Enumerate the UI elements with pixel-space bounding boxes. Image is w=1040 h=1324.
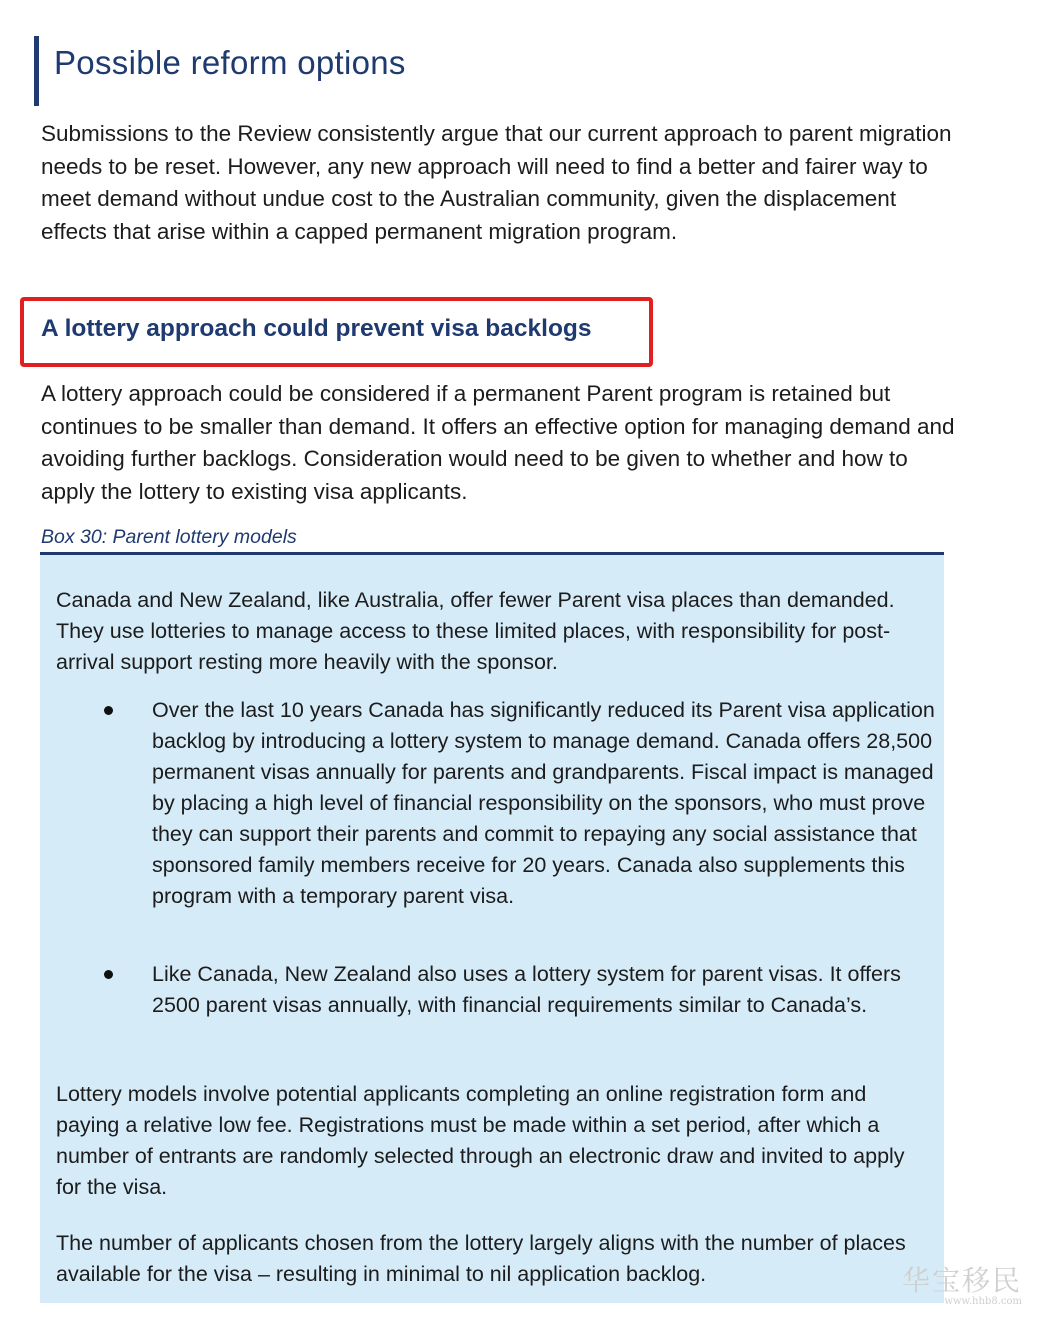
lottery-paragraph: A lottery approach could be considered if a permanent Parent program is retained but continues to be smaller than demand. It offers an effective option for managing demand and avoiding further backlogs. Consideration would need to be given to whether and how to apply the lottery to existing visa applicants. xyxy=(41,381,955,504)
box-caption: Box 30: Parent lottery models xyxy=(41,526,297,548)
intro-paragraph: Submissions to the Review consistently argue that our current approach to parent migration needs to be reset. However, any new approach will need to find a better and fairer way to meet demand without undue cost to the Australian community, given the displacement effects that arise within a capped permanent migration program. xyxy=(41,121,952,244)
box-intro-paragraph: Canada and New Zealand, like Australia, offer fewer Parent visa places than demanded. They use lotteries to manage access to these limited places, with responsibility for post-arrival support resting more heavily with the sponsor. xyxy=(56,588,895,674)
box-paragraph-lottery-models: Lottery models involve potential applicants completing an online registration form and paying a relative low fee. Registrations must be made within a set period, after which a number of entrants are randomly selected through an electronic draw and invited to apply for the visa. xyxy=(56,1082,905,1199)
heading-accent-bar xyxy=(34,36,39,106)
bullet-icon xyxy=(104,706,113,715)
watermark xyxy=(902,1266,1022,1308)
watermark-text: 华宝移民 xyxy=(901,1264,1022,1297)
bullet-item-new-zealand: Like Canada, New Zealand also uses a lottery system for parent visas. It offers 2500 parent visas annually, with financial requirements similar to Canada’s. xyxy=(152,962,901,1017)
bullet-icon xyxy=(104,970,113,979)
subsection-heading: A lottery approach could prevent visa backlogs xyxy=(41,315,592,342)
watermark-url: www.hhb8.com xyxy=(944,1296,1022,1307)
section-heading: Possible reform options xyxy=(54,44,406,81)
bullet-item-canada: Over the last 10 years Canada has significantly reduced its Parent visa application backlog by introducing a lottery system to manage demand. Canada offers 28,500 permanent visas annually for parents and grandparents. Fiscal impact is managed by placing a high level of financial responsibility on the sponsors, who must prove they can support their parents and commit to repaying any social assistance that sponsored family members receive for 20 years. Canada also supplements this program with a temporary parent visa. xyxy=(152,698,935,908)
box-paragraph-applicants: The number of applicants chosen from the lottery largely aligns with the number of places available for the visa – resulting in minimal to nil application backlog. xyxy=(56,1231,906,1286)
